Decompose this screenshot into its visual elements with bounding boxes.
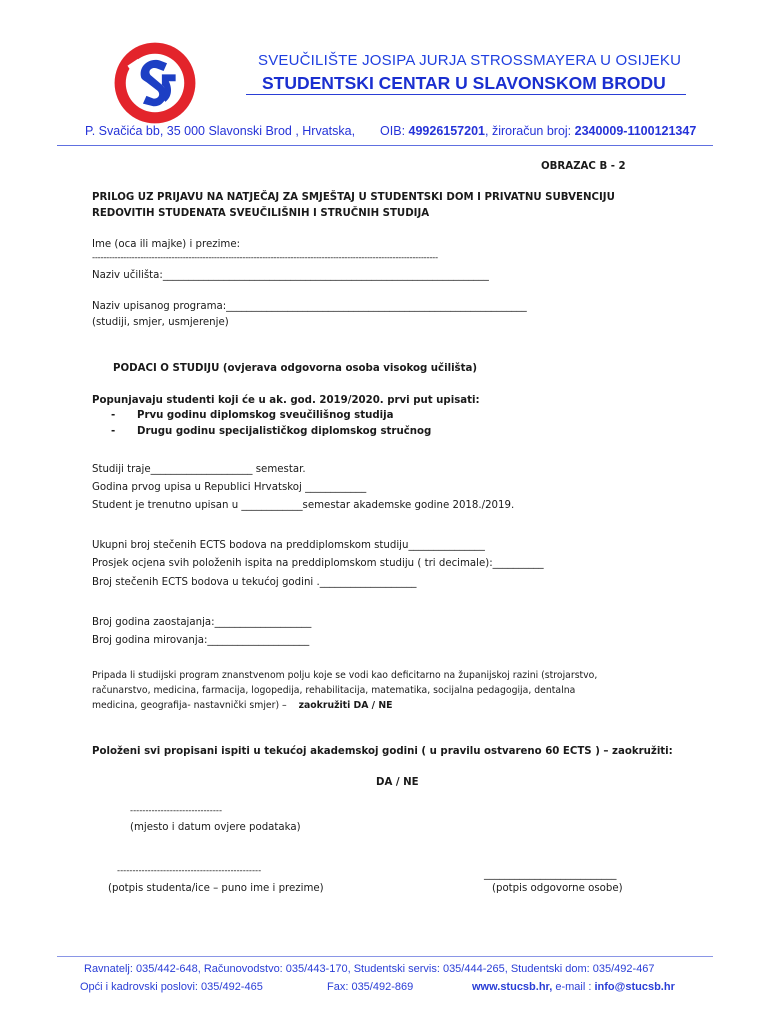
account-value: 2340009-1100121347 xyxy=(574,124,697,138)
study-duration-field[interactable]: Studiji traje____________________ semestar. xyxy=(92,464,306,475)
enrolling-item: Prvu godinu diplomskog sveučilišnog studija xyxy=(137,410,394,421)
address: P. Svačića bb, 35 000 Slavonski Brod , Hrvatska, xyxy=(85,124,356,138)
deficit-question-line3 xyxy=(92,700,392,711)
form-title-line2: REDOVITIH STUDENATA SVEUČILIŠNIH I STRUČNIH STUDIJA xyxy=(92,208,430,219)
address-line xyxy=(85,124,696,138)
place-date-label: (mjesto i datum ovjere podataka) xyxy=(130,822,301,833)
enrolling-item-dash: - xyxy=(111,410,116,421)
footer-web-email xyxy=(472,981,675,993)
years-behind-field[interactable]: Broj godina zaostajanja:___________________ xyxy=(92,617,312,628)
footer-general-affairs: Opći i kadrovski poslovi: 035/492-465 xyxy=(80,981,263,993)
university-name: SVEUČILIŠTE JOSIPA JURJA STROSSMAYERA U OSIJEKU xyxy=(258,52,682,69)
deficit-circle-option[interactable]: zaokružiti DA / NE xyxy=(298,700,393,711)
grade-average-field[interactable]: Prosjek ocjena svih položenih ispita na preddiplomskom studiju ( tri decimale):__________ xyxy=(92,558,544,569)
ects-undergrad-field[interactable]: Ukupni broj stečenih ECTS bodova na preddiplomskom studiju_______________ xyxy=(92,540,485,551)
student-signature-label: (potpis studenta/ice – puno ime i prezime) xyxy=(108,883,324,894)
program-note: (studiji, smjer, usmjerenje) xyxy=(92,317,229,328)
account-label: , žiroračun broj: xyxy=(485,124,575,138)
footer-divider xyxy=(57,956,713,957)
footer-fax: Fax: 035/492-869 xyxy=(327,981,414,993)
address-divider xyxy=(57,145,713,146)
oib-value: 49926157201 xyxy=(408,124,485,138)
deficit-question-text: medicina, geografija- nastavnički smjer) – xyxy=(92,700,287,711)
institution-field[interactable]: Naziv učilišta:________________________________________________________________ xyxy=(92,270,489,281)
parent-name-field[interactable]: -------------------------------------------------------------------------------------------------------------------------- xyxy=(92,253,438,263)
years-paused-field[interactable]: Broj godina mirovanja:____________________ xyxy=(92,635,310,646)
oib-label: OIB: xyxy=(380,124,409,138)
form-code: OBRAZAC B - 2 xyxy=(541,161,626,172)
program-field[interactable]: Naziv upisanog programa:___________________________________________________________ xyxy=(92,301,527,312)
institution-name: STUDENTSKI CENTAR U SLAVONSKOM BRODU xyxy=(262,73,666,93)
official-signature-line[interactable]: __________________________ xyxy=(484,869,617,880)
first-enrollment-field[interactable]: Godina prvog upisa u Republici Hrvatskoj ____________ xyxy=(92,482,367,493)
logo xyxy=(112,40,198,126)
footer-website-link[interactable]: www.stucsb.hr, xyxy=(472,981,553,993)
enrolling-item-dash: - xyxy=(111,426,116,437)
current-semester-field[interactable]: Student je trenutno upisan u ____________semestar akademske godine 2018./2019. xyxy=(92,500,515,511)
place-date-line[interactable]: ------------------------------ xyxy=(130,806,223,816)
form-title-line1: PRILOG UZ PRIJAVU NA NATJEČAJ ZA SMJEŠTAJ U STUDENTSKI DOM I PRIVATNU SUBVENCIJU xyxy=(92,192,615,203)
enrolling-heading: Popunjavaju studenti koji će u ak. god. 2019/2020. prvi put upisati: xyxy=(92,395,480,406)
passed-exams-question: Položeni svi propisani ispiti u tekućoj akademskoj godini ( u pravilu ostvareno 60 ECTS ) – zaokružiti: xyxy=(92,746,673,757)
deficit-question-line1: Pripada li studijski program znanstvenom polju koje se vodi kao deficitarno na županijskoj razini (strojarstvo, xyxy=(92,670,598,681)
footer-contacts: Ravnatelj: 035/442-648, Računovodstvo: 035/443-170, Studentski servis: 035/444-265, Studentski dom: 035/492-467 xyxy=(84,963,655,975)
student-signature-line[interactable]: ----------------------------------------------- xyxy=(117,866,262,876)
passed-exams-yes-no[interactable]: DA / NE xyxy=(376,777,419,788)
deficit-question-line2: računarstvo, medicina, farmacija, logopedija, rehabilitacija, matematika, socijalna pedagogija, dentalna xyxy=(92,685,576,696)
header-divider xyxy=(246,94,686,95)
enrolling-item: Drugu godinu specijalističkog diplomskog stručnog xyxy=(137,426,432,437)
study-data-heading: PODACI O STUDIJU (ovjerava odgovorna osoba visokog učilišta) xyxy=(113,363,478,374)
footer-email-link[interactable]: info@stucsb.hr xyxy=(594,981,675,993)
official-signature-label: (potpis odgovorne osobe) xyxy=(492,883,623,894)
footer-email-label: e-mail : xyxy=(552,981,595,993)
ects-current-year-field[interactable]: Broj stečenih ECTS bodova u tekućoj godini .___________________ xyxy=(92,577,417,588)
parent-name-label: Ime (oca ili majke) i prezime: xyxy=(92,239,241,250)
